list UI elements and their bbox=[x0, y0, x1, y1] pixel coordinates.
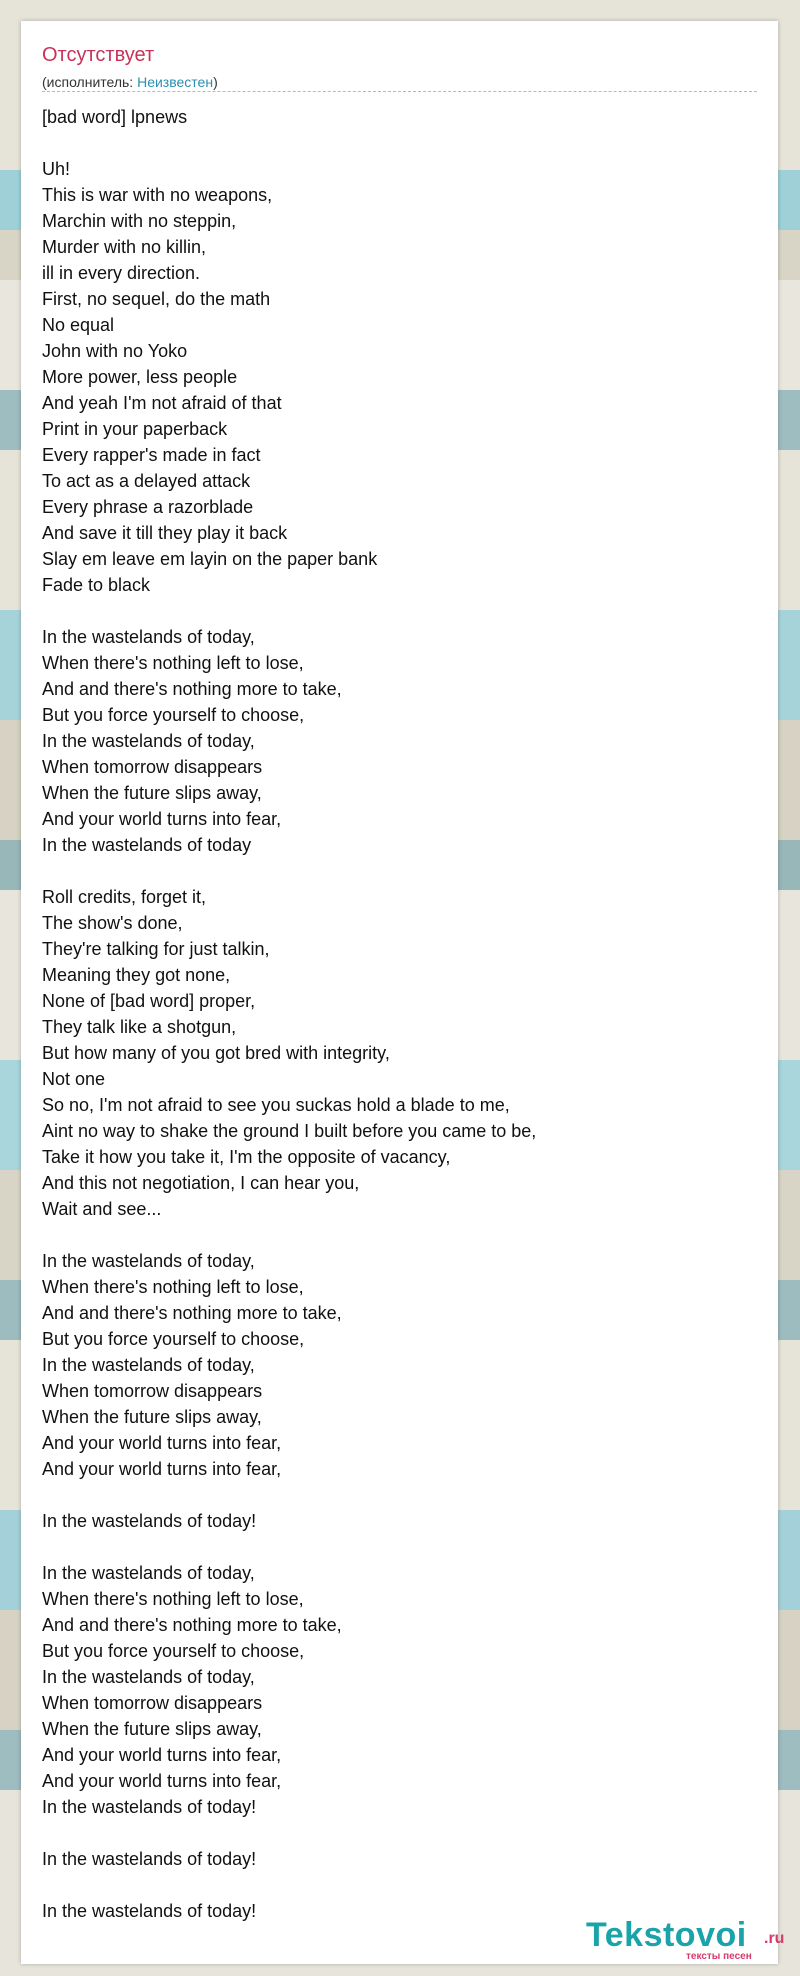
artist-link[interactable]: Неизвестен bbox=[137, 74, 214, 90]
title-divider bbox=[42, 91, 757, 92]
artist-suffix: ) bbox=[213, 74, 218, 90]
lyrics-text: [bad word] lpnews Uh! This is war with no weapons, Marchin with no steppin, Murder with no killin, ill in every direction. First, no sequel, do the math No equal John with no Yoko More power, less people And yeah I'm not afraid of that Print in your paperback Every rapper's made in fact To act as a delayed attack Every phrase a razorblade And save it till they play it back Slay em leave em layin on the paper bank Fade to black In the wastelands of today, When there's nothing left to lose, And and there's nothing more to take, But you force yourself to choose, In the wastelands of today, When tomorrow disappears When the future slips away, And your world turns into fear, In the wastelands of today Roll credits, forget it, The show's done, They're talking for just talkin, Meaning they got none, None of [bad word] proper, They talk like a shotgun, But how many of you got bred with integrity, Not one So no, I'm not afraid to see you suckas hold a blade to me, Aint no way to shake the ground I built before you came to be, Take it how you take it, I'm the opposite of vacancy, And this not negotiation, I can hear you, Wait and see... In the wastelands of today, When there's nothing left to lose, And and there's nothing more to take, But you force yourself to choose, In the wastelands of today, When tomorrow disappears When the future slips away, And your world turns into fear, And your world turns into fear, In the wastelands of today! In the wastelands of today, When there's nothing left to lose, And and there's nothing more to take, But you force yourself to choose, In the wastelands of today, When tomorrow disappears When the future slips away, And your world turns into fear, And your world turns into fear, In the wastelands of today! In the wastelands of today! In the wastelands of today! bbox=[42, 107, 537, 1921]
lyrics-card bbox=[21, 21, 785, 1964]
logo-wordmark: Tekstovoi bbox=[586, 1916, 747, 1954]
logo-domain: .ru bbox=[764, 1930, 785, 1947]
artist-prefix: (исполнитель: bbox=[42, 74, 138, 90]
site-logo[interactable] bbox=[566, 1915, 786, 1967]
logo-tagline: тексты песен bbox=[686, 1951, 752, 1962]
song-title: Отсутствует bbox=[42, 44, 155, 66]
artist-line bbox=[42, 73, 218, 91]
